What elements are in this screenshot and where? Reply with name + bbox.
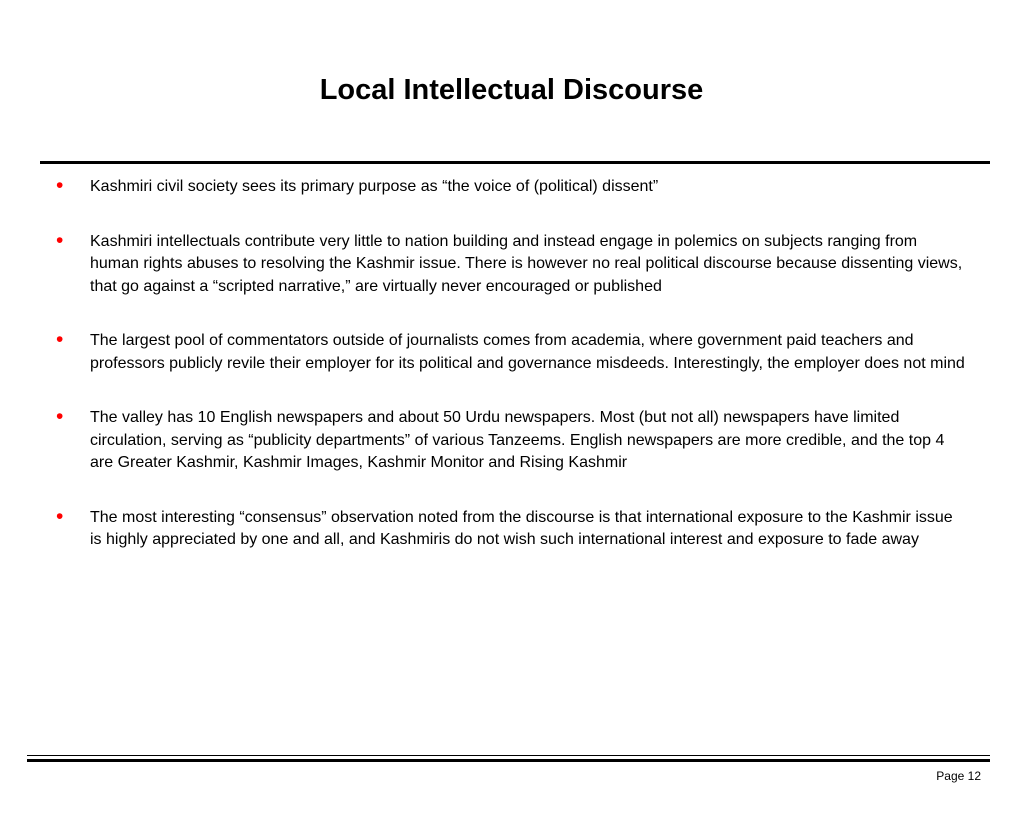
bullet-dot-icon: • — [56, 228, 64, 252]
bullet-item-civil-society — [56, 176, 966, 199]
bullet-item-newspapers — [56, 407, 966, 475]
bullet-text: The most interesting “consensus” observation noted from the discourse is that international exposure to the Kashmir issue is highly appreciated by one and all, and Kashmiris do not wish such international interest and exposure to fade away — [90, 508, 953, 548]
bullet-item-academia — [56, 330, 966, 375]
bullet-dot-icon: • — [56, 405, 64, 428]
bullet-dot-icon: • — [56, 174, 64, 197]
page-number: Page 12 — [936, 769, 981, 783]
bullet-text: Kashmiri intellectuals contribute very little to nation building and instead engage in polemics on subjects ranging from human rights abuses to resolving the Kashmir issue. There is however no real political discourse because dissenting views, that go against a “scripted narrative,” are virtually never encouraged or published — [90, 232, 963, 295]
footer-divider-thin — [27, 755, 990, 756]
title-divider — [40, 161, 990, 164]
bullet-item-consensus — [56, 504, 966, 552]
footer-divider-thick — [27, 759, 990, 762]
bullet-dot-icon: • — [56, 504, 64, 528]
bullet-list — [56, 176, 966, 584]
bullet-text: The valley has 10 English newspapers and about 50 Urdu newspapers. Most (but not all) newspapers have limited circulation, serving as “publicity departments” of various Tanzeems. English newspapers are more credible, and the top 4 are Greater Kashmir, Kashmir Images, Kashmir Monitor and Rising Kashmir — [90, 409, 945, 471]
bullet-item-intellectuals — [56, 228, 966, 299]
bullet-dot-icon: • — [56, 328, 64, 351]
slide-title: Local Intellectual Discourse — [319, 74, 704, 106]
bullet-text: The largest pool of commentators outside of journalists comes from academia, where government paid teachers and professors publicly revile their employer for its political and governance misdeeds. Interestingly, the employer does not mind — [90, 332, 965, 372]
bullet-text: Kashmiri civil society sees its primary purpose as “the voice of (political) dissent” — [90, 178, 659, 195]
